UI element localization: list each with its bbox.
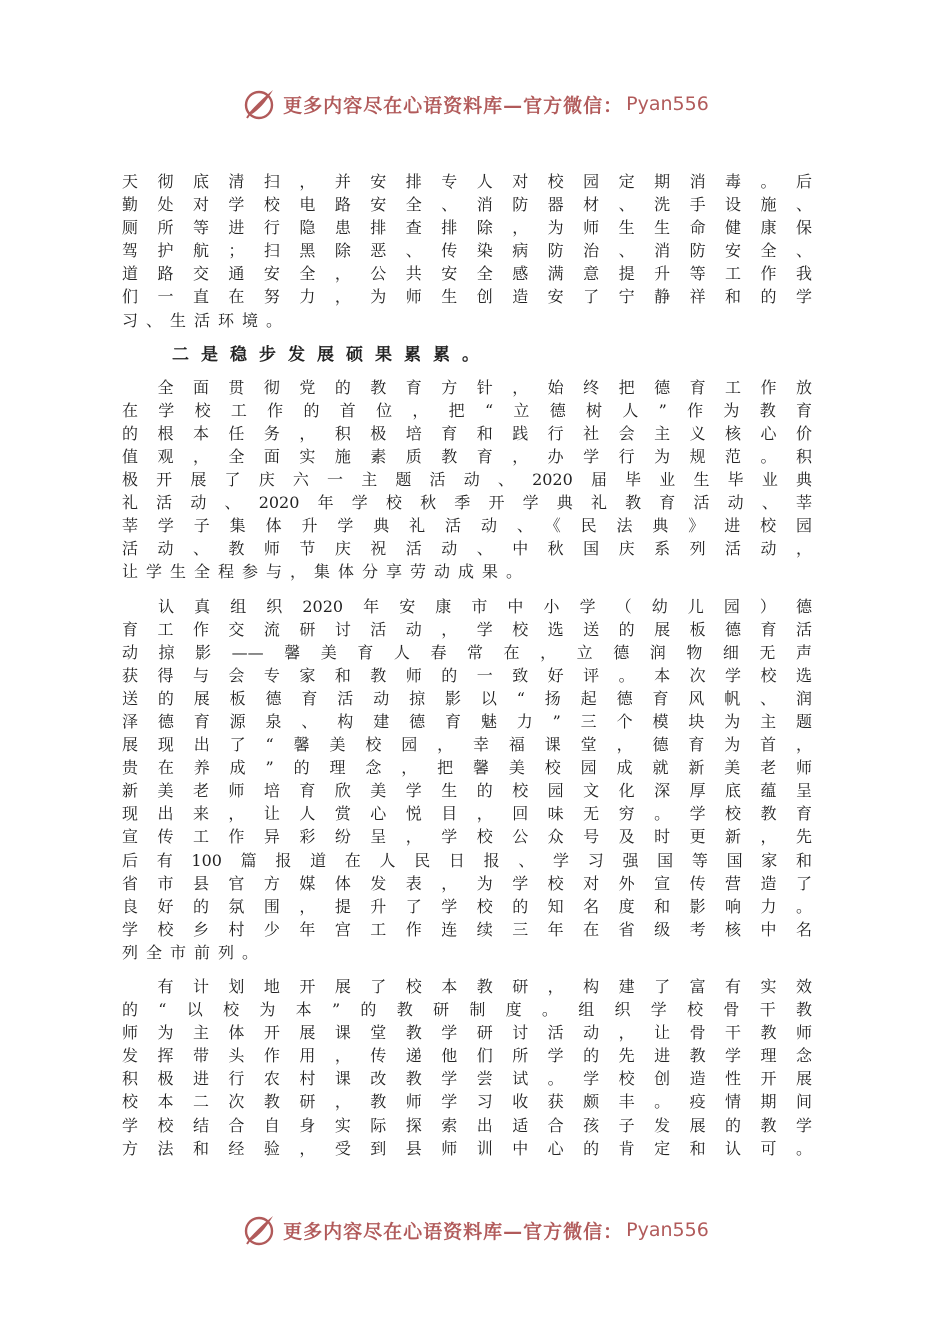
text-line: 学校乡村少年宫工作连续三年在省级考核中名 [122,919,812,939]
quill-seal-icon [241,1212,277,1248]
text-line: 良好的氛围，提升了学校的知名度和影响力。 [122,896,812,916]
text-line: 习、生活环境。 [122,310,291,330]
text-line: 有计划地开展了校本教研，构建了富有实效 [122,977,812,996]
text-line: 勤处对学校电路安全、消防器材、洗手设施、 [122,195,812,215]
text-line: 获得与会专家和教师的一致好评。本次学校选 [122,665,812,685]
banner-wechat-id: Pyan556 [626,93,709,115]
text-line: 礼活动、2020年学校秋季开学典礼教育活动、莘 [122,493,812,513]
text-line: 厕所等进行隐患排查排除，为师生生命健康保 [122,218,812,238]
text-line: 道路交通安全，公共安全感满意提升等工作我 [122,264,812,284]
banner-wechat-id: Pyan556 [626,1219,709,1241]
text-line: 全面贯彻党的教育方针，始终把德育工作放 [122,377,812,397]
text-line: 极开展了庆六一主题活动、2020届毕业生毕业典 [122,470,812,490]
banner-text: 更多内容尽在心语资料库—官方微信： [283,94,624,117]
text-line: 现出来，让人赏心悦目，回味无穷。学校教育 [122,804,812,824]
text-line: 学校结合自身实际探索出适合孩子发展的教学 [122,1115,812,1135]
text-line: 列全市前列。 [122,942,267,962]
text-line: 育工作交流研讨活动，学校选送的展板德育活 [122,619,812,639]
paragraph [122,376,812,584]
header-watermark-banner [0,84,950,124]
text-line: 校本二次教研，教师学习收获颇丰。疫情期间 [122,1092,812,1112]
text-line: 新美老师培育欣美学生的校园文化深厚底蕴呈 [122,781,812,801]
text-line: 发挥带头作用，传递他们所学的先进教学理念 [122,1046,812,1066]
text-line: 让学生全程参与，集体分享劳动成果。 [122,562,531,582]
text-line: 省市县官方媒体发表，为学校对外宣传营造了 [122,873,812,893]
paragraph [122,975,812,1160]
quill-seal-icon [241,86,277,122]
text-line: 的根本任务，积极培育和践行社会主义核心价 [122,423,812,443]
text-line: 在学校工作的首位，把“立德树人”作为教育 [122,400,812,420]
text-line: 师为主体开展课堂教学研讨活动，让骨干教师 [122,1023,812,1043]
footer-watermark-banner [0,1210,950,1250]
text-line: 贵在养成”的理念，把馨美校园成就新美老师 [122,758,812,778]
banner-text: 更多内容尽在心语资料库—官方微信： [283,1220,624,1243]
text-line: 动掠影——馨美育人春常在，立德润物细无声 [122,642,812,662]
text-line: 们一直在努力，为师生创造安了宁静祥和的学 [122,287,812,307]
text-line: 送的展板德育活动掠影以“扬起德育风帆、润 [122,688,812,708]
text-line: 活动、教师节庆祝活动、中秋国庆系列活动， [122,539,812,559]
text-line: 积极进行农村课改教学尝试。学校创造性开展 [122,1069,812,1089]
text-line: 天彻底清扫，并安排专人对校园定期消毒。后 [122,172,812,191]
text-line: 泽德育源泉、构建德育魅力”三个模块为主题 [122,711,812,731]
section-heading: 二是稳步发展硕果累累。 [172,344,491,365]
text-line: 方法和经验，受到县师训中心的肯定和认可。 [122,1138,812,1158]
text-line: 值观，全面实施素质教育，办学行为规范。积 [122,446,812,466]
text-line: 驾护航；扫黑除恶、传染病防治、消防安全、 [122,241,812,261]
paragraph [122,595,812,965]
document-body [122,170,812,1160]
text-line: 认真组织2020年安康市中小学（幼儿园）德 [122,596,812,616]
paragraph [122,170,812,332]
text-line: 后有100篇报道在人民日报、学习强国等国家和 [122,850,812,870]
text-line: 的“以校为本”的教研制度。组织学校骨干教 [122,1000,812,1020]
text-line: 莘学子集体升学典礼活动、《民法典》进校园 [122,516,812,536]
text-line: 展现出了“馨美校园，幸福课堂，德育为首， [122,735,812,755]
text-line: 宣传工作异彩纷呈，学校公众号及时更新，先 [122,827,812,847]
